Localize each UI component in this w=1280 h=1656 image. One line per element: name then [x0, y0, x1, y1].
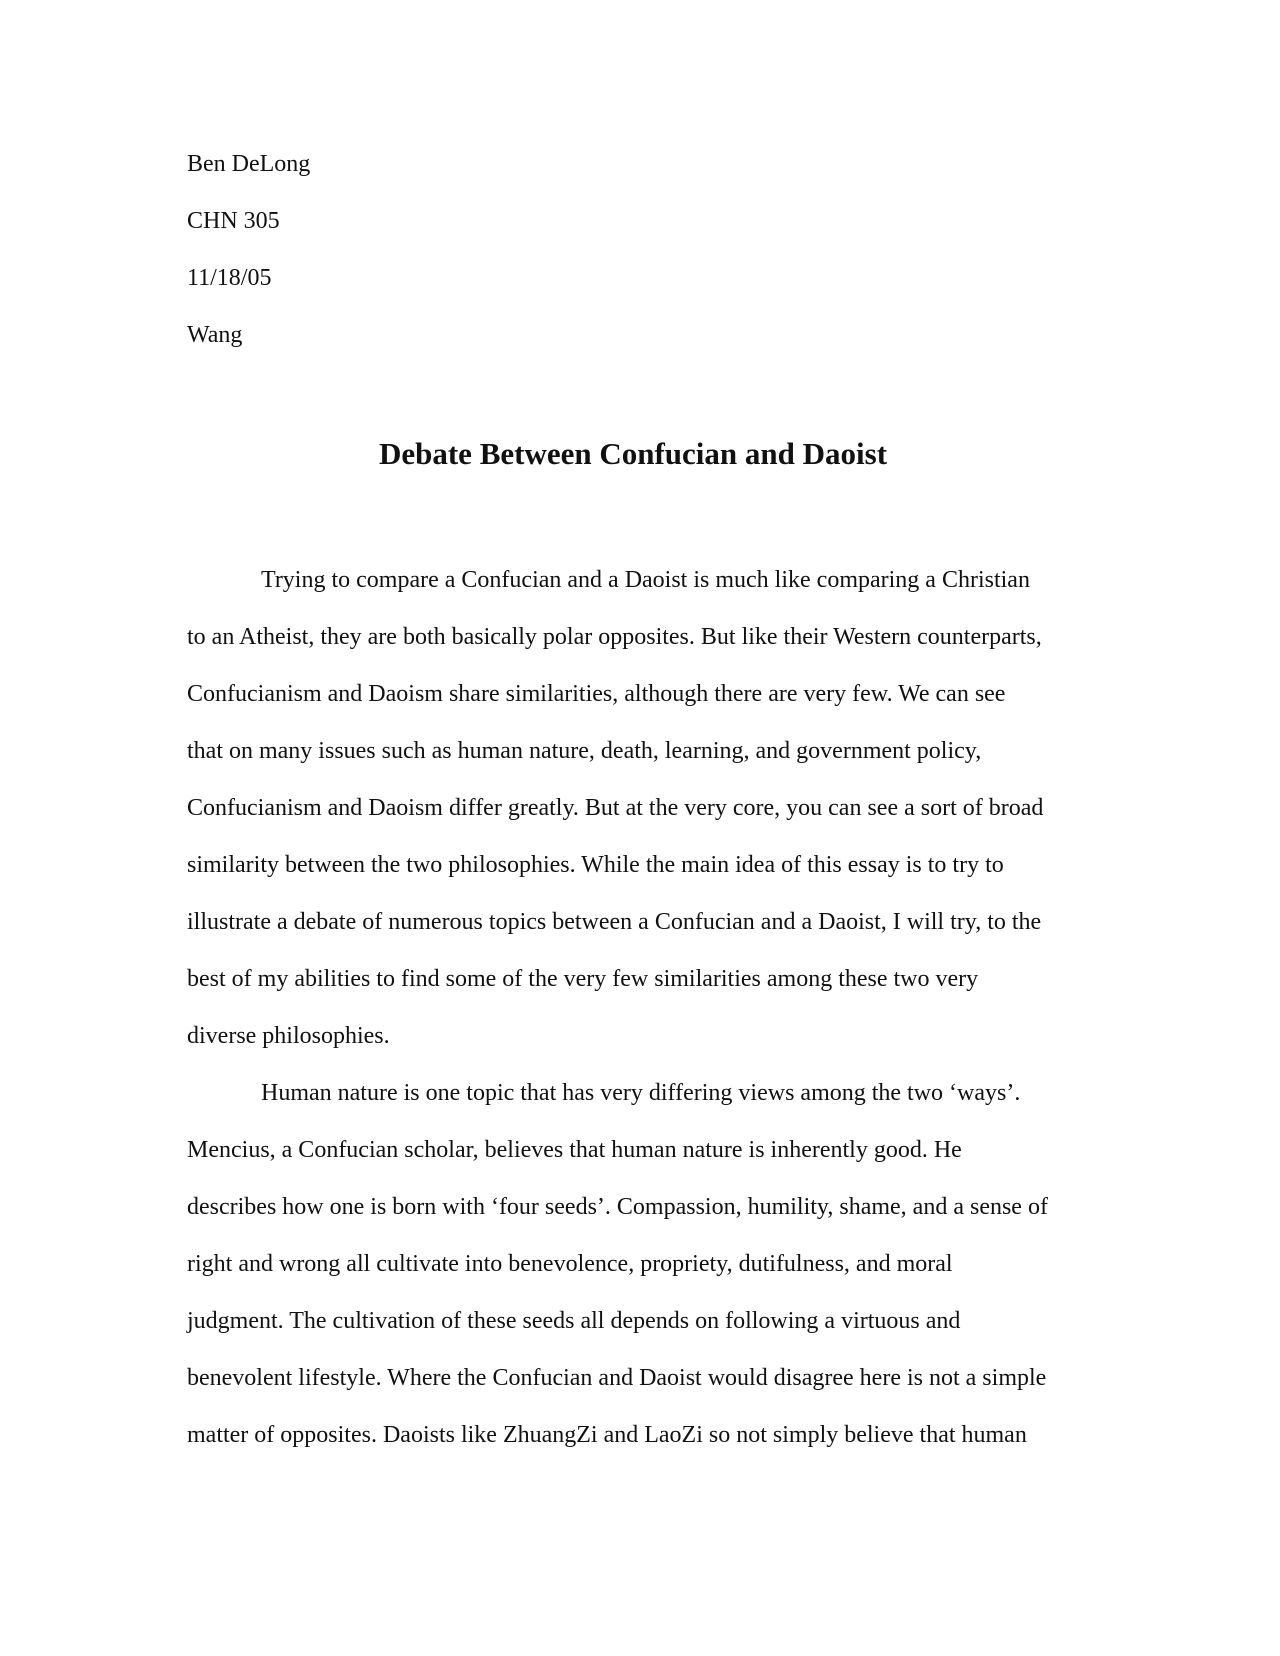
course-code: CHN 305 — [187, 208, 280, 234]
paragraph-line: matter of opposites. Daoists like ZhuangZi and LaoZi so not simply believe that human — [187, 1422, 1027, 1448]
paragraph-line: to an Atheist, they are both basically polar opposites. But like their Western counterparts, — [187, 624, 1042, 650]
paragraph-line: Confucianism and Daoism differ greatly. But at the very core, you can see a sort of broad — [187, 795, 1044, 821]
essay-title: Debate Between Confucian and Daoist — [378, 436, 888, 471]
paragraph-line: Trying to compare a Confucian and a Daoist is much like comparing a Christian — [261, 567, 1030, 593]
paragraph-line: Confucianism and Daoism share similarities, although there are very few. We can see — [187, 681, 1006, 707]
paragraph-line: similarity between the two philosophies. While the main idea of this essay is to try to — [187, 852, 1004, 878]
instructor-name: Wang — [187, 322, 243, 348]
paragraph-line: judgment. The cultivation of these seeds all depends on following a virtuous and — [187, 1308, 961, 1334]
author-name: Ben DeLong — [187, 151, 311, 177]
paragraph-line: describes how one is born with ‘four seeds’. Compassion, humility, shame, and a sense of — [187, 1194, 1048, 1220]
paragraph-line: illustrate a debate of numerous topics between a Confucian and a Daoist, I will try, to the — [187, 909, 1042, 935]
paragraph-line: right and wrong all cultivate into benevolence, propriety, dutifulness, and moral — [187, 1251, 953, 1277]
essay-date: 11/18/05 — [187, 265, 272, 291]
paragraph-line: best of my abilities to find some of the very few similarities among these two very — [187, 966, 979, 992]
paragraph-line: diverse philosophies. — [187, 1023, 390, 1049]
paragraph-line: Mencius, a Confucian scholar, believes that human nature is inherently good. He — [187, 1137, 962, 1163]
paragraph-line: that on many issues such as human nature, death, learning, and government policy, — [187, 738, 982, 764]
paragraph-line: benevolent lifestyle. Where the Confucian and Daoist would disagree here is not a simple — [187, 1365, 1047, 1391]
paragraph-line: Human nature is one topic that has very differing views among the two ‘ways’. — [261, 1080, 1021, 1106]
